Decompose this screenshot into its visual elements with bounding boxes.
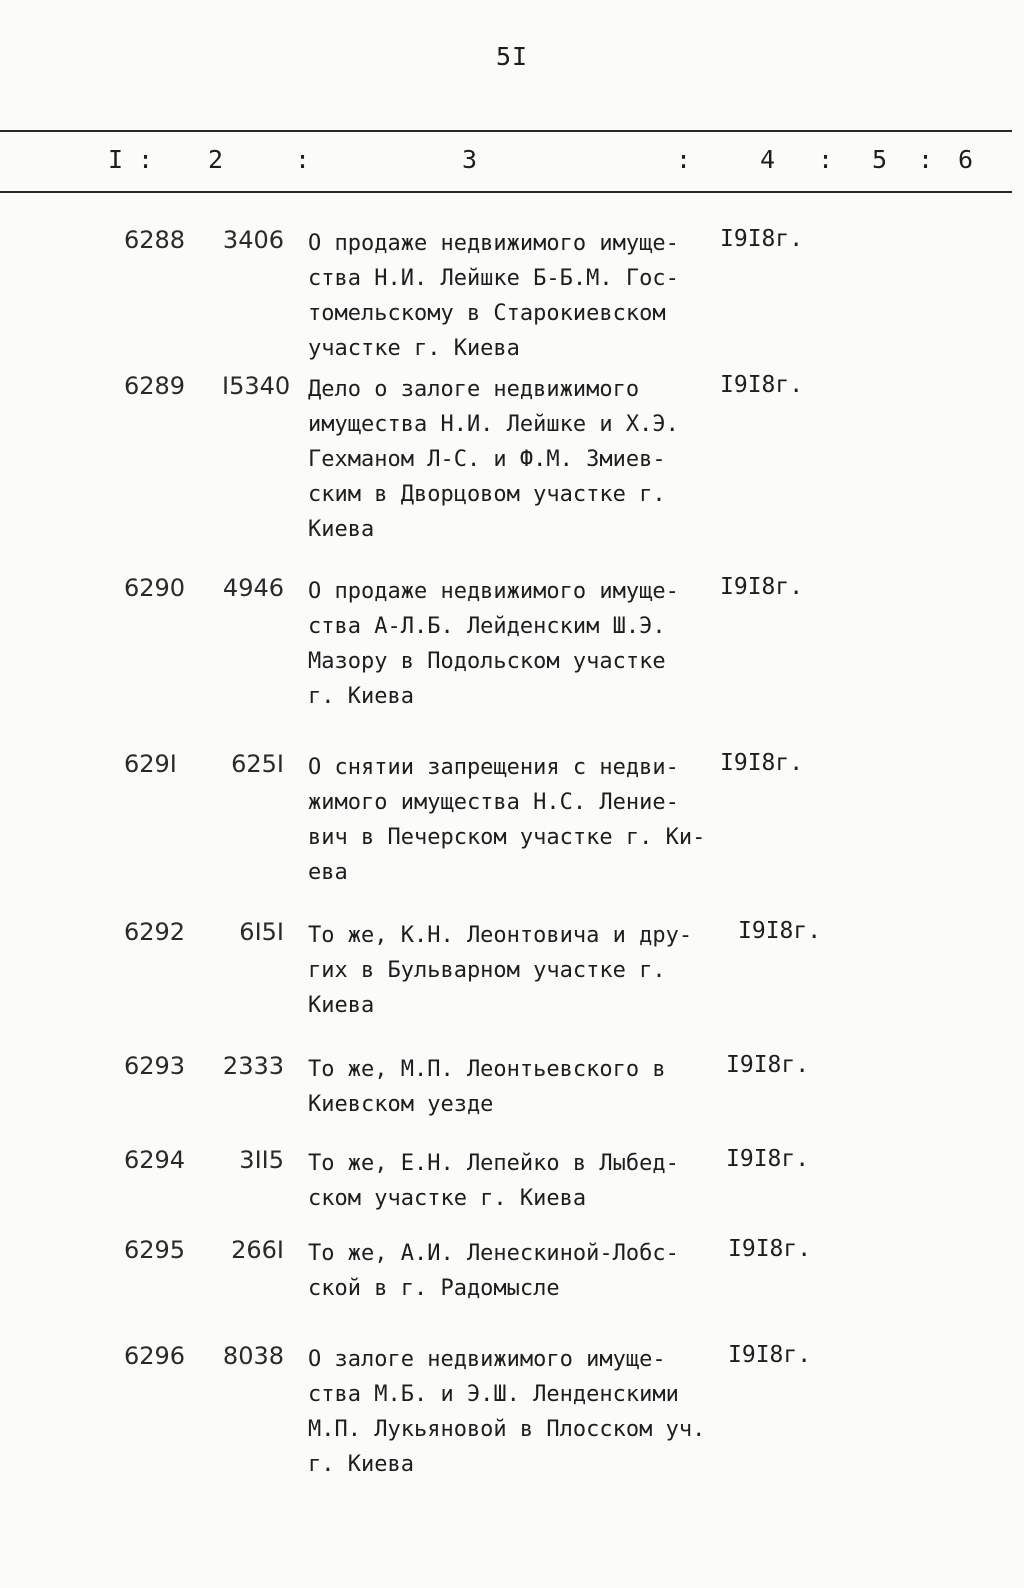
column-separator: :: [295, 145, 311, 174]
case-title: То же, М.П. Леонтьевского в Киевском уезде: [308, 1057, 666, 1117]
item-number: 6288: [124, 226, 186, 254]
page-number: 5I: [495, 42, 529, 71]
case-number: 2333: [222, 1052, 284, 1080]
item-number: 6295: [124, 1236, 186, 1264]
case-year: I9I8г.: [720, 372, 804, 398]
case-title: То же, А.И. Ленескиной-Лобс- ской в г. Радомысле: [308, 1241, 679, 1301]
case-number: 625I: [231, 750, 284, 778]
case-title: Дело о залоге недвижимого имущества Н.И. Лейшке и Х.Э. Гехманом Л-С. и Ф.М. Змиев- ским в Дворцовом участке г. Киева: [308, 377, 679, 542]
column-header-4: 4: [760, 145, 776, 174]
column-header-5: 5: [872, 145, 888, 174]
case-number: I5340: [222, 372, 291, 400]
column-separator: :: [138, 145, 154, 174]
item-number: 629I: [124, 750, 177, 778]
item-number: 6293: [124, 1052, 186, 1080]
header-top-rule: [0, 130, 1012, 132]
column-header-2: 2: [208, 145, 224, 174]
case-title: О залоге недвижимого имуще- ства М.Б. и Э.Ш. Ленденскими М.П. Лукьяновой в Плосском уч. г. Киева: [308, 1347, 706, 1477]
column-header-3: 3: [462, 145, 478, 174]
case-title: О снятии запрещения с недви- жимого имущества Н.С. Лениe- вич в Печерском участке г. Ки- ева: [308, 755, 706, 885]
item-number: 6290: [124, 574, 186, 602]
case-year: I9I8г.: [720, 750, 804, 776]
column-separator: :: [676, 145, 692, 174]
case-title: О продаже недвижимого имуще- ства А-Л.Б. Лейденским Ш.Э. Мазору в Подольском участке г. Киева: [308, 579, 679, 709]
case-year: I9I8г.: [720, 574, 804, 600]
column-separator: :: [818, 145, 834, 174]
case-year: I9I8г.: [726, 1052, 810, 1078]
case-year: I9I8г.: [738, 918, 822, 944]
case-number: 8038: [222, 1342, 284, 1370]
case-year: I9I8г.: [728, 1342, 812, 1368]
case-year: I9I8г.: [720, 226, 804, 252]
column-header-6: 6: [958, 145, 974, 174]
case-title: То же, Е.Н. Лепейко в Лыбед- ском участке г. Киева: [308, 1151, 679, 1211]
column-separator: :: [918, 145, 934, 174]
case-year: I9I8г.: [726, 1146, 810, 1172]
case-title: О продаже недвижимого имуще- ства Н.И. Лейшке Б-Б.М. Гос- томельскому в Старокиевском участке г. Киева: [308, 231, 679, 361]
item-number: 6296: [124, 1342, 186, 1370]
case-number: 266I: [231, 1236, 284, 1264]
case-title: То же, К.Н. Леонтовича и дру- гих в Бульварном участке г. Киева: [308, 923, 693, 1018]
item-number: 6289: [124, 372, 186, 400]
item-number: 6294: [124, 1146, 186, 1174]
case-number: 4946: [222, 574, 284, 602]
case-number: 6I5I: [239, 918, 284, 946]
item-number: 6292: [124, 918, 186, 946]
case-number: 3406: [222, 226, 284, 254]
header-bottom-rule: [0, 191, 1012, 193]
case-number: 3II5: [239, 1146, 284, 1174]
case-year: I9I8г.: [728, 1236, 812, 1262]
column-header-1: I: [108, 145, 124, 174]
column-header-row: [0, 145, 1024, 179]
